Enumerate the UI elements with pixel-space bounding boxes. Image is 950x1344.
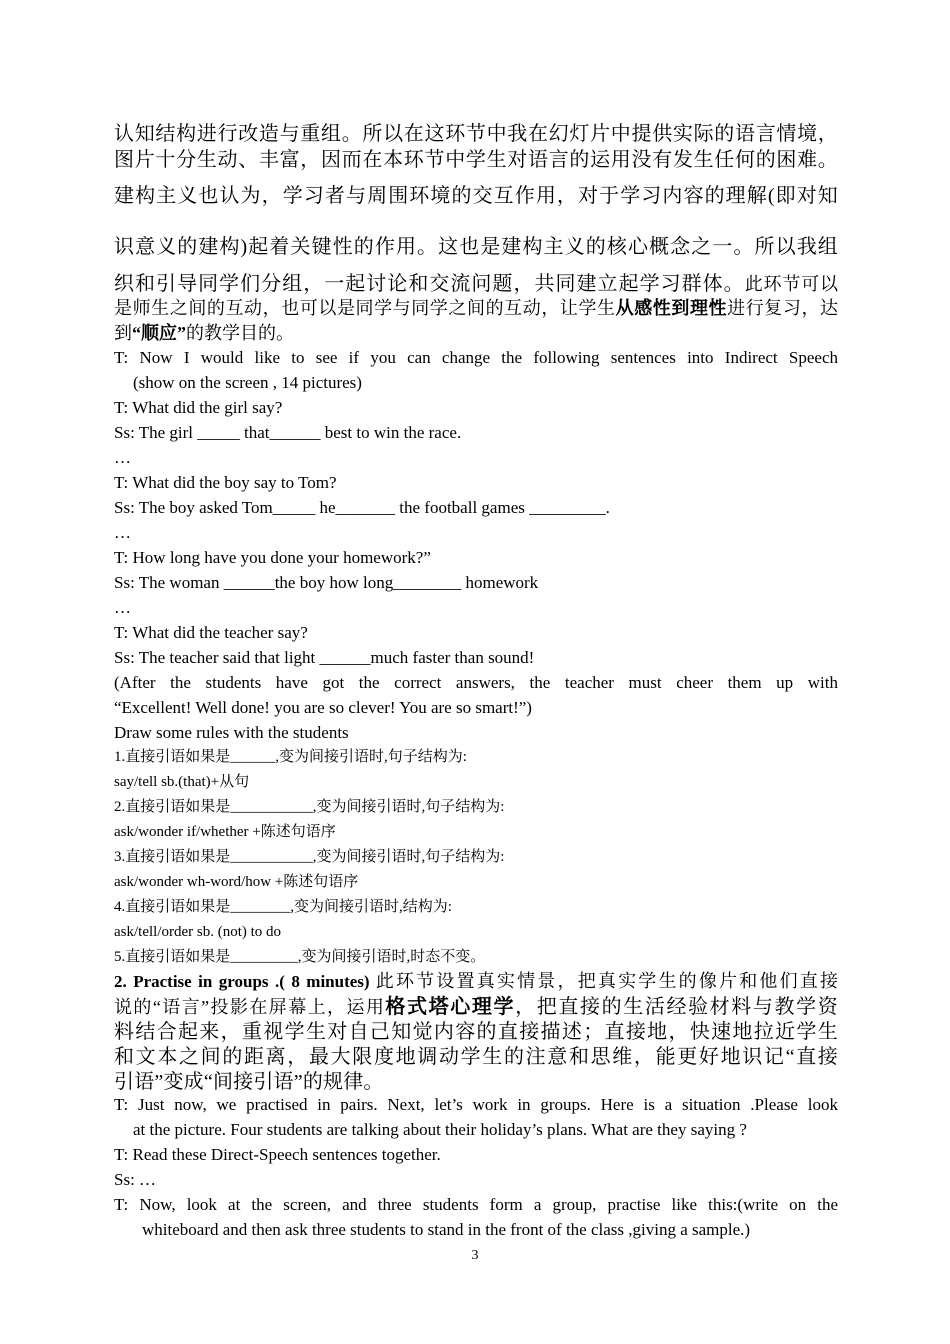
intro-line-5b: 此环节可以 [744, 274, 838, 294]
dialogue1-ellipsis-2: … [114, 523, 131, 542]
section2-line-2c: ，把直接的生活经验材料与教学资 [515, 996, 838, 1018]
intro-line-6c: 进行复习，达 [727, 298, 838, 318]
intro-line-1: 认知结构进行改造与重组。所以在这环节中我在幻灯片中提供实际的语言情境， [114, 123, 838, 145]
section2-line-4: 和文本之间的距离，最大限度地调动学生的注意和思维，能更好地识记“直接 [114, 1046, 838, 1068]
rule-4-structure: ask/tell/order sb. (not) to do [114, 924, 282, 940]
dialogue2-t1b: at the picture. Four students are talking about their holiday’s plans. What are they saying ? [133, 1120, 747, 1139]
section2-line-2 [114, 995, 838, 1019]
rule-1-structure: say/tell sb.(that)+从句 [114, 774, 250, 790]
intro-line-6 [114, 298, 838, 320]
rules-title: Draw some rules with the students [114, 723, 349, 742]
section2-line-2a: 说的“语言”投影在屏幕上，运用 [114, 997, 386, 1017]
rule-3: 3.直接引语如果是___________,变为间接引语时,句子结构为: [114, 849, 505, 865]
intro-line-3: 建构主义也认为，学习者与周围环境的交互作用，对于学习内容的理解(即对知 [114, 185, 838, 207]
dialogue1-t5: T: What did the teacher say? [114, 623, 308, 642]
dialogue1-s2: Ss: The girl _____ that______ best to win the race. [114, 423, 462, 442]
dialogue2-t1a: T: Just now, we practised in pairs. Next, let’s work in groups. Here is a situation .Please look [114, 1095, 838, 1114]
dialogue1-s4: Ss: The woman ______the boy how long________ homework [114, 573, 539, 592]
intro-line-6a: 是师生之间的互动，也可以是同学与同学之间的互动，让学生 [114, 298, 616, 318]
intro-line-7a: 到 [114, 323, 132, 343]
intro-line-4: 识意义的建构)起着关键性的作用。这也是建构主义的核心概念之一。所以我组 [114, 236, 838, 258]
intro-line-5 [114, 272, 838, 296]
rule-2: 2.直接引语如果是___________,变为间接引语时,句子结构为: [114, 799, 505, 815]
dialogue1-t2: T: What did the girl say? [114, 398, 283, 417]
intro-line-2: 图片十分生动、丰富，因而在本环节中学生对语言的运用没有发生任何的困难。 [114, 149, 838, 171]
section2-line-5: 引语”变成“间接引语”的规律。 [114, 1071, 384, 1093]
dialogue1-t4: T: How long have you done your homework?” [114, 548, 431, 567]
rule-2-structure: ask/wonder if/whether +陈述句语序 [114, 824, 336, 840]
dialogue2-t3b: whiteboard and then ask three students to stand in the front of the class ,giving a sample.) [142, 1220, 751, 1239]
rule-1: 1.直接引语如果是______,变为间接引语时,句子结构为: [114, 749, 467, 765]
rule-3-structure: ask/wonder wh-word/how +陈述句语序 [114, 874, 359, 890]
section2-line-3: 料结合起来，重视学生对自己知觉内容的直接描述；直接地，快速地拉近学生 [114, 1021, 838, 1043]
dialogue1-note-b: “Excellent! Well done! you are so clever! You are so smart!”) [114, 698, 532, 717]
dialogue2-t2: T: Read these Direct-Speech sentences together. [114, 1145, 441, 1164]
dialogue1-t3: T: What did the boy say to Tom? [114, 473, 337, 492]
dialogue1-note-a: (After the students have got the correct answers, the teacher must cheer them up with [114, 673, 838, 692]
dialogue2-t3a: T: Now, look at the screen, and three students form a group, practise like this:(write on the [114, 1195, 838, 1214]
intro-emphasis-rational: 从感性到理性 [615, 298, 728, 318]
rule-5: 5.直接引语如果是_________,变为间接引语时,时态不变。 [114, 949, 486, 965]
section2-heading: 2. Practise in groups .( 8 minutes) [114, 972, 370, 991]
dialogue1-ellipsis-1: … [114, 448, 131, 467]
dialogue2-s1: Ss: … [114, 1170, 157, 1189]
intro-line-5a: 织和引导同学们分组，一起讨论和交流问题，共同建立起学习群体。 [114, 273, 745, 295]
dialogue1-s3: Ss: The boy asked Tom_____ he_______ the football games _________. [114, 498, 610, 517]
section2-emphasis-gestalt: 格式塔心理学 [385, 996, 516, 1018]
rule-4: 4.直接引语如果是________,变为间接引语时,结构为: [114, 899, 452, 915]
dialogue1-ellipsis-3: … [114, 598, 131, 617]
dialogue1-t1a: T: Now I would like to see if you can change the following sentences into Indirect Speech [114, 348, 838, 367]
dialogue1-t1b: (show on the screen , 14 pictures) [133, 373, 362, 392]
dialogue1-s5: Ss: The teacher said that light ______much faster than sound! [114, 648, 535, 667]
page-number: 3 [471, 1248, 479, 1263]
intro-line-7 [114, 323, 838, 345]
intro-line-7c: 的教学目的。 [186, 323, 294, 343]
section2-line-1-text: 此环节设置真实情景，把真实学生的像片和他们直接 [375, 971, 838, 991]
intro-emphasis-adapt: “顺应” [132, 323, 186, 343]
section2-line-1 [114, 971, 838, 993]
